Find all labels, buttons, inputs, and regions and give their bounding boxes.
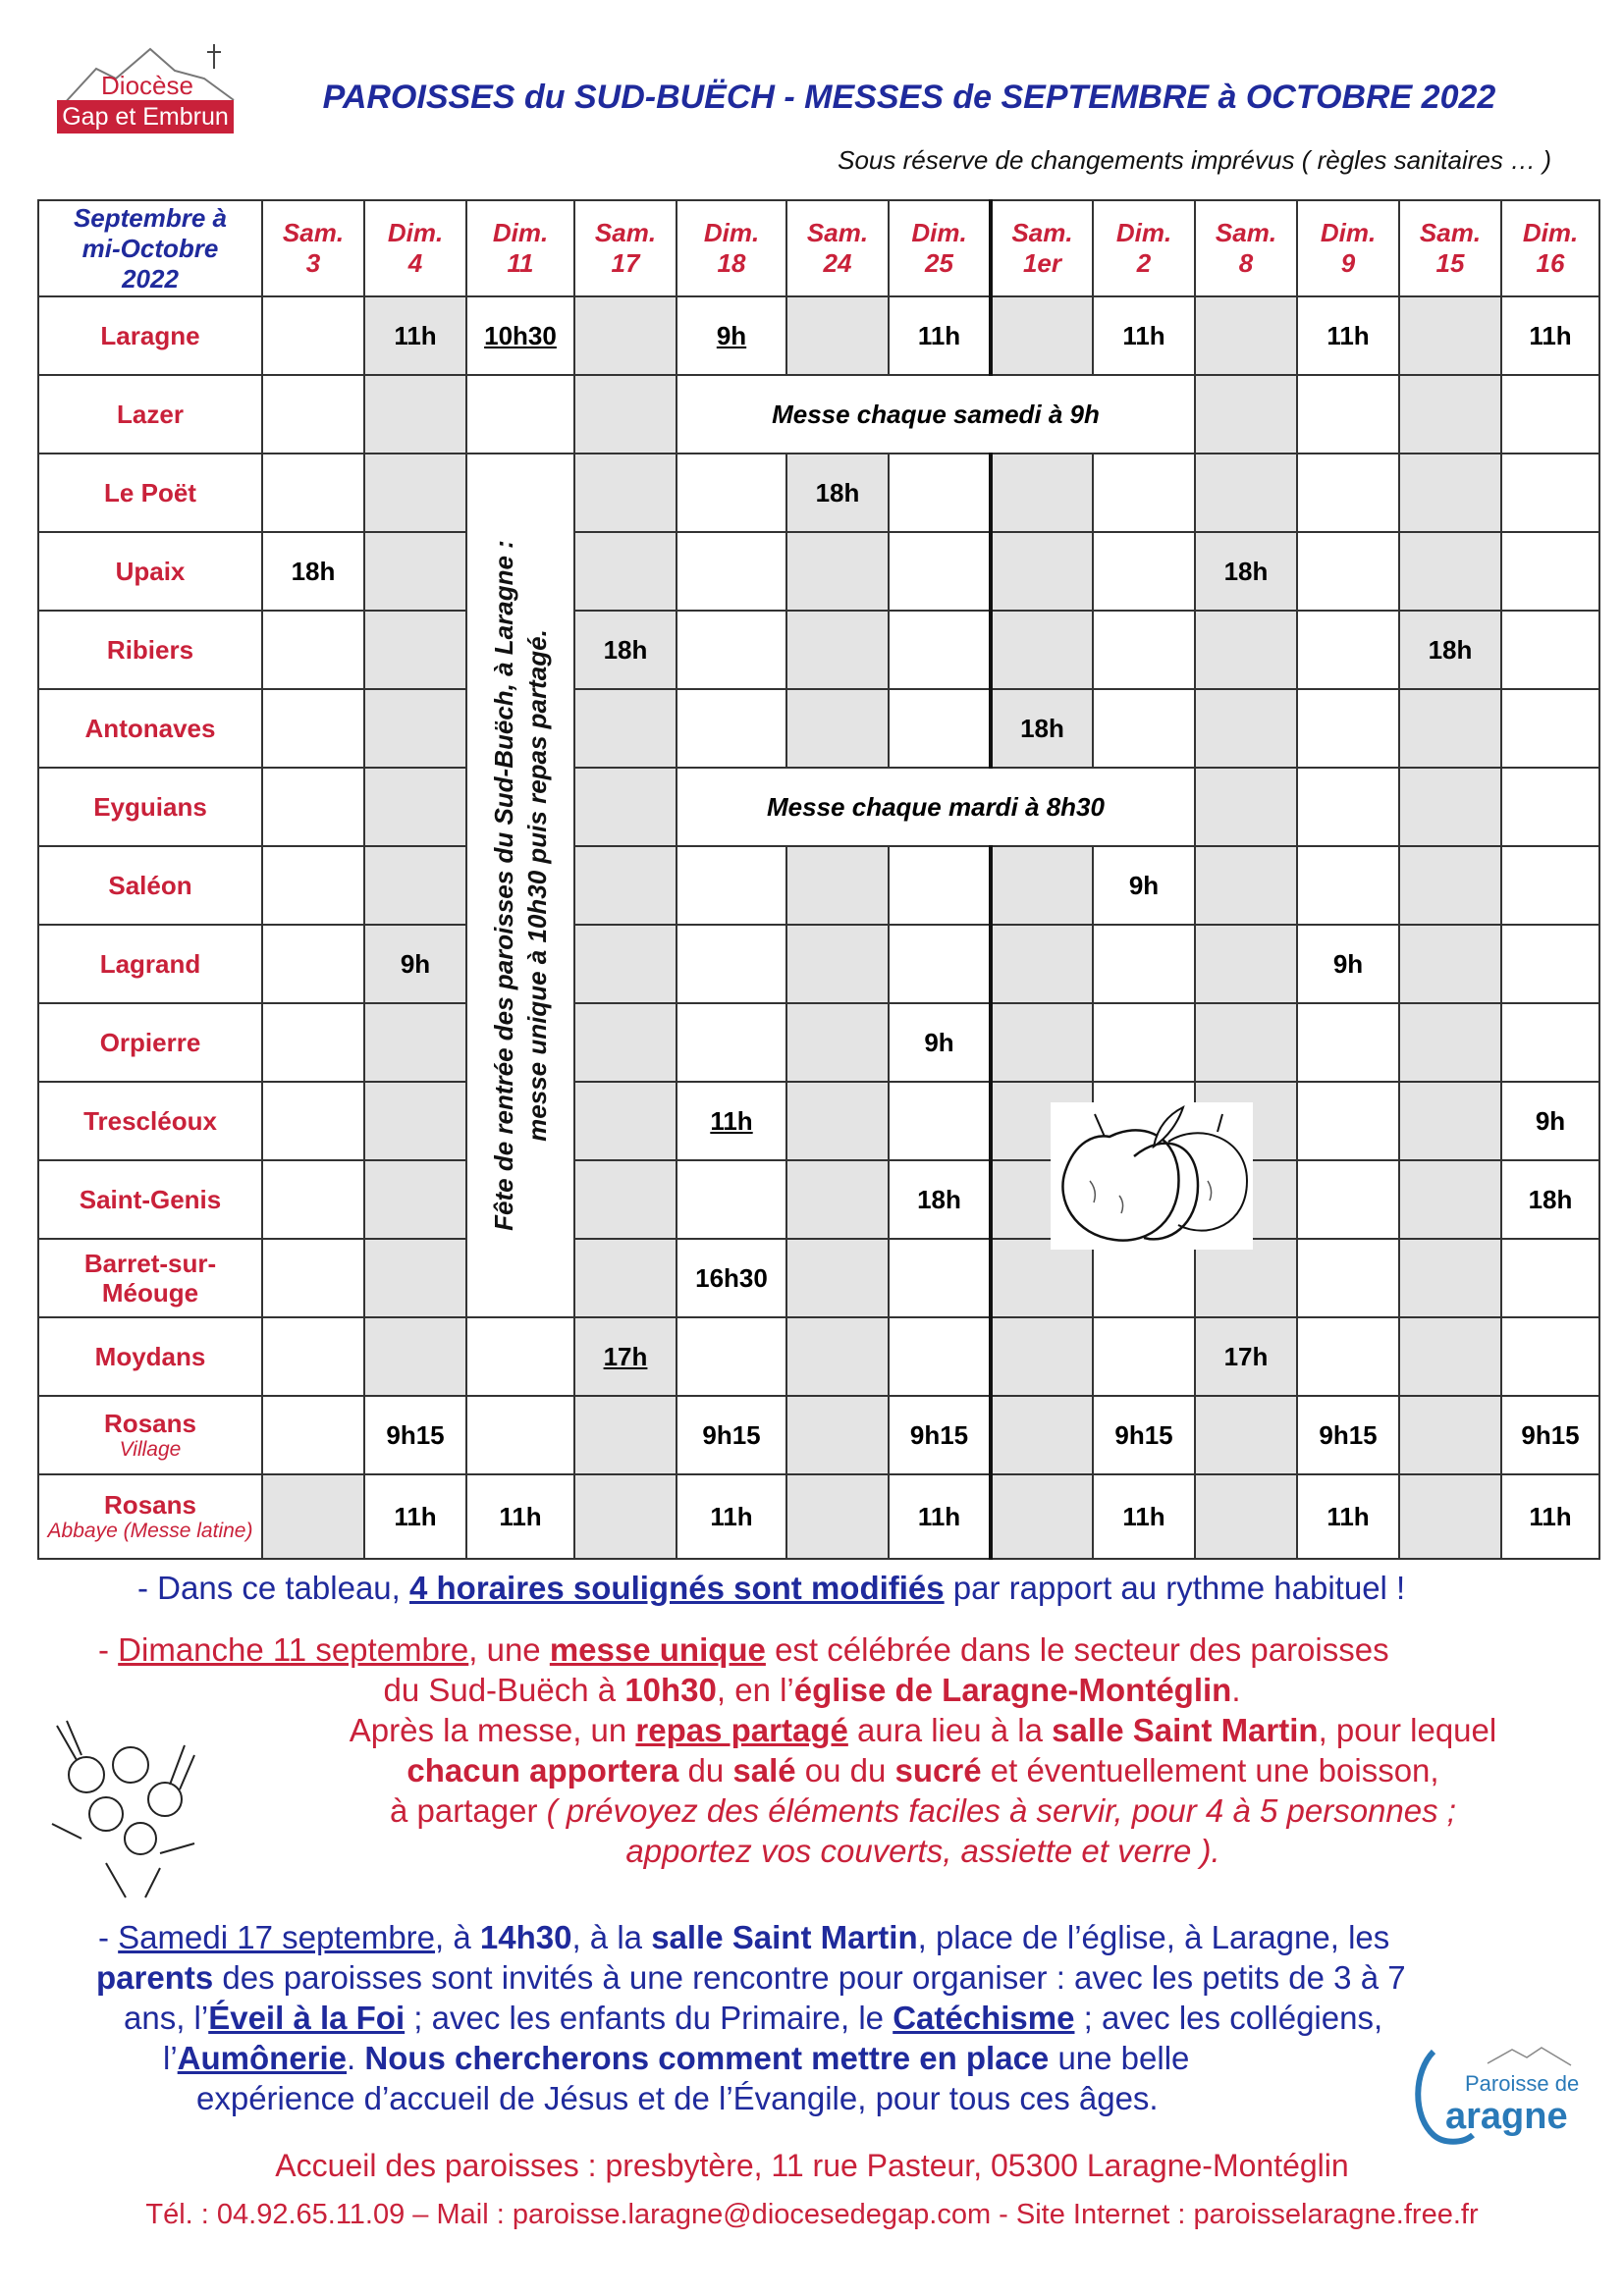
day-header: Sam. 24 — [786, 200, 889, 296]
time-cell: 11h — [1093, 296, 1195, 375]
time-cell: 11h — [364, 1474, 466, 1559]
time-cell: 18h — [889, 1160, 991, 1239]
corner-header — [38, 200, 262, 296]
time-cell: 10h30 — [466, 296, 574, 375]
table-row — [38, 1082, 1599, 1160]
time-cell: 18h — [1501, 1160, 1599, 1239]
town-cell: Trescléoux — [38, 1082, 262, 1160]
laragne-logo-bottom: aragne — [1445, 2096, 1568, 2137]
footer-contact: Tél. : 04.92.65.11.09 – Mail : paroisse.laragne@diocesedegap.com - Site Internet : paroisselaragne.free.fr — [145, 2199, 1479, 2230]
apples-illustration — [1051, 1102, 1253, 1250]
page-subtitle: Sous réserve de changements imprévus ( règles sanitaires … ) — [838, 145, 1551, 175]
day-header: Sam. 15 — [1399, 200, 1501, 296]
note-parents-meeting-line3: ans, l’Éveil à la Foi ; avec les enfants du Primaire, le Catéchisme ; avec les collégiens, — [124, 2000, 1383, 2036]
time-cell: 9h15 — [1297, 1396, 1399, 1474]
time-cell: 11h — [1297, 1474, 1399, 1559]
time-cell: 18h — [574, 611, 677, 689]
time-cell: 11h — [889, 1474, 991, 1559]
time-cell: 11h — [1501, 296, 1599, 375]
lazer-note: Messe chaque samedi à 9h — [677, 375, 1195, 454]
logo-gap-text: Gap et Embrun — [57, 100, 234, 133]
time-cell: 9h — [1297, 925, 1399, 1003]
table-row — [38, 296, 1599, 375]
town-cell: Eyguians — [38, 768, 262, 846]
time-cell: 9h — [889, 1003, 991, 1082]
time-cell: 11h — [677, 1474, 786, 1559]
table-row — [38, 1317, 1599, 1396]
time-cell: 11h — [1093, 1474, 1195, 1559]
table-row — [38, 1474, 1599, 1559]
table-row — [38, 1239, 1599, 1317]
time-cell: 9h15 — [889, 1396, 991, 1474]
time-cell: 9h15 — [677, 1396, 786, 1474]
town-cell: Saléon — [38, 846, 262, 925]
day-header: Dim. 11 — [466, 200, 574, 296]
time-cell: 18h — [991, 689, 1093, 768]
town-cell: Saint-Genis — [38, 1160, 262, 1239]
note-parents-meeting: - Samedi 17 septembre, à 14h30, à la salle Saint Martin, place de l’église, à Laragne, les — [98, 1919, 1390, 1955]
town-cell: Barret-sur-Méouge — [38, 1239, 262, 1317]
town-cell: Antonaves — [38, 689, 262, 768]
time-cell: 11h — [889, 296, 991, 375]
time-cell: 17h — [574, 1317, 677, 1396]
note-sunday-mass-line5: à partager ( prévoyez des éléments faciles à servir, pour 4 à 5 personnes ; — [390, 1792, 1456, 1829]
time-cell: 9h — [1501, 1082, 1599, 1160]
note-sunday-mass: - Dimanche 11 septembre, une messe unique est célébrée dans le secteur des paroisses — [98, 1631, 1389, 1668]
note-parents-meeting-line4: l’Aumônerie. Nous chercherons comment mettre en place une belle — [163, 2040, 1190, 2076]
time-cell: 9h15 — [364, 1396, 466, 1474]
time-cell: 9h — [677, 296, 786, 375]
logo-diocese-text: Diocèse — [101, 71, 193, 100]
footer-address: Accueil des paroisses : presbytère, 11 rue Pasteur, 05300 Laragne-Montéglin — [275, 2148, 1349, 2183]
town-cell: Moydans — [38, 1317, 262, 1396]
day-header: Sam. 8 — [1195, 200, 1297, 296]
eyguians-note: Messe chaque mardi à 8h30 — [677, 768, 1195, 846]
town-cell: Orpierre — [38, 1003, 262, 1082]
time-cell: 11h — [466, 1474, 574, 1559]
mass-schedule-table — [37, 199, 1600, 1560]
note-parents-meeting-line2: parents des paroisses sont invités à une rencontre pour organiser : avec les petits de 3 à 7 — [96, 1959, 1406, 1996]
town-cell: Rosans Abbaye (Messe latine) — [38, 1474, 262, 1559]
time-cell: 9h15 — [1093, 1396, 1195, 1474]
vertical-note: Fête de rentrée des paroisses du Sud-Buëch, à Laragne : messe unique à 10h30 puis repas partagé. — [489, 540, 552, 1231]
time-cell: 16h30 — [677, 1239, 786, 1317]
table-row — [38, 1396, 1599, 1474]
time-cell: 18h — [1195, 532, 1297, 611]
corner-line: 2022 — [122, 263, 179, 294]
time-cell: 18h — [262, 532, 364, 611]
time-cell: 18h — [1399, 611, 1501, 689]
table-row — [38, 846, 1599, 925]
day-header: Dim. 25 — [889, 200, 991, 296]
time-cell: 9h — [1093, 846, 1195, 925]
table-row — [38, 532, 1599, 611]
time-cell: 18h — [786, 454, 889, 532]
town-cell: Upaix — [38, 532, 262, 611]
day-header: Dim. 4 — [364, 200, 466, 296]
day-header: Dim. 2 — [1093, 200, 1195, 296]
paroisse-laragne-logo — [1404, 2042, 1581, 2150]
page-title: PAROISSES du SUD-BUËCH - MESSES de SEPTEMBRE à OCTOBRE 2022 — [322, 79, 1496, 116]
note-modified-times: - Dans ce tableau, 4 horaires soulignés sont modifiés par rapport au rythme habituel ! — [137, 1570, 1406, 1606]
day-header: Dim. 18 — [677, 200, 786, 296]
town-cell: Laragne — [38, 296, 262, 375]
time-cell: 11h — [1297, 296, 1399, 375]
corner-line: mi-Octobre — [81, 233, 219, 263]
time-cell: 9h — [364, 925, 466, 1003]
note-sunday-mass-line4: chacun apportera du salé ou du sucré et éventuellement une boisson, — [406, 1752, 1439, 1789]
day-header: Dim. 16 — [1501, 200, 1599, 296]
time-cell: 11h — [677, 1082, 786, 1160]
town-cell: Lagrand — [38, 925, 262, 1003]
time-cell: 11h — [364, 296, 466, 375]
table-row — [38, 375, 1599, 454]
note-sunday-mass-line2: du Sud-Buëch à 10h30, en l’église de Laragne-Montéglin. — [383, 1672, 1241, 1708]
town-cell: Le Poët — [38, 454, 262, 532]
table-row — [38, 611, 1599, 689]
time-cell: 11h — [1501, 1474, 1599, 1559]
time-cell: 9h15 — [1501, 1396, 1599, 1474]
day-header: Sam. 17 — [574, 200, 677, 296]
note-sunday-mass-line6: apportez vos couverts, assiette et verre ). — [625, 1833, 1220, 1869]
table-row — [38, 925, 1599, 1003]
table-row — [38, 689, 1599, 768]
table-row — [38, 768, 1599, 846]
vertical-note-cell — [466, 454, 574, 1317]
day-header: Sam. 3 — [262, 200, 364, 296]
laragne-logo-top: Paroisse de — [1465, 2071, 1580, 2096]
town-cell: Ribiers — [38, 611, 262, 689]
people-illustration — [47, 1706, 204, 1902]
town-cell: Rosans Village — [38, 1396, 262, 1474]
day-header: Dim. 9 — [1297, 200, 1399, 296]
table-row — [38, 1003, 1599, 1082]
header-row — [38, 200, 1599, 296]
table-row — [38, 454, 1599, 532]
corner-line: Septembre à — [73, 202, 228, 233]
table-row — [38, 1160, 1599, 1239]
note-parents-meeting-line5: expérience d’accueil de Jésus et de l’Évangile, pour tous ces âges. — [196, 2080, 1159, 2116]
time-cell: 17h — [1195, 1317, 1297, 1396]
town-cell: Lazer — [38, 375, 262, 454]
day-header: Sam. 1er — [991, 200, 1093, 296]
note-sunday-mass-line3: Après la messe, un repas partagé aura lieu à la salle Saint Martin, pour lequel — [349, 1712, 1497, 1748]
